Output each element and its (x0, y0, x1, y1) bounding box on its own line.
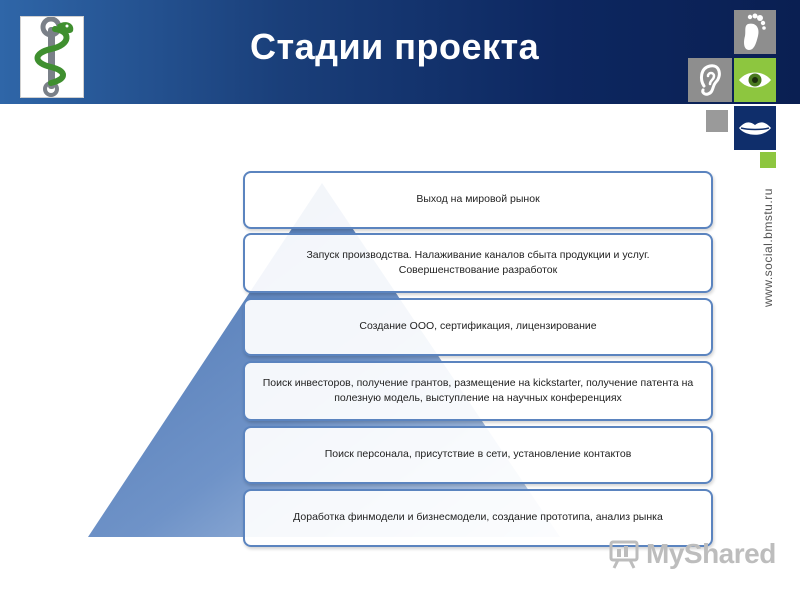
stage-3-label: Поиск инвесторов, получение грантов, размещение на kickstarter, получение патента на полезную модель, выступление на научных конференциях (262, 376, 694, 404)
site-url: www.social.bmstu.ru (761, 188, 775, 308)
stage-4-label: Создание ООО, сертификация, лицензирование (359, 320, 597, 333)
stage-2-box (243, 426, 713, 484)
stage-6-label: Выход на мировой рынок (416, 193, 540, 206)
stage-5-label: Запуск производства. Налаживание каналов сбыта продукции и услуг. Совершенствование разработок (306, 248, 650, 276)
page-title: Стадии проекта (250, 26, 540, 67)
watermark (608, 536, 776, 572)
stage-5-box (243, 233, 713, 293)
stage-6-box (243, 171, 713, 229)
presentation-board-icon (608, 538, 642, 570)
stage-3-box (243, 361, 713, 421)
stage-4-box (243, 298, 713, 356)
stage-2-label: Поиск персонала, присутствие в сети, установление контактов (324, 448, 632, 461)
watermark-text: MyShared (646, 538, 776, 569)
stage-1-label: Доработка финмодели и бизнесмодели, создание прототипа, анализ рынка (293, 511, 663, 524)
